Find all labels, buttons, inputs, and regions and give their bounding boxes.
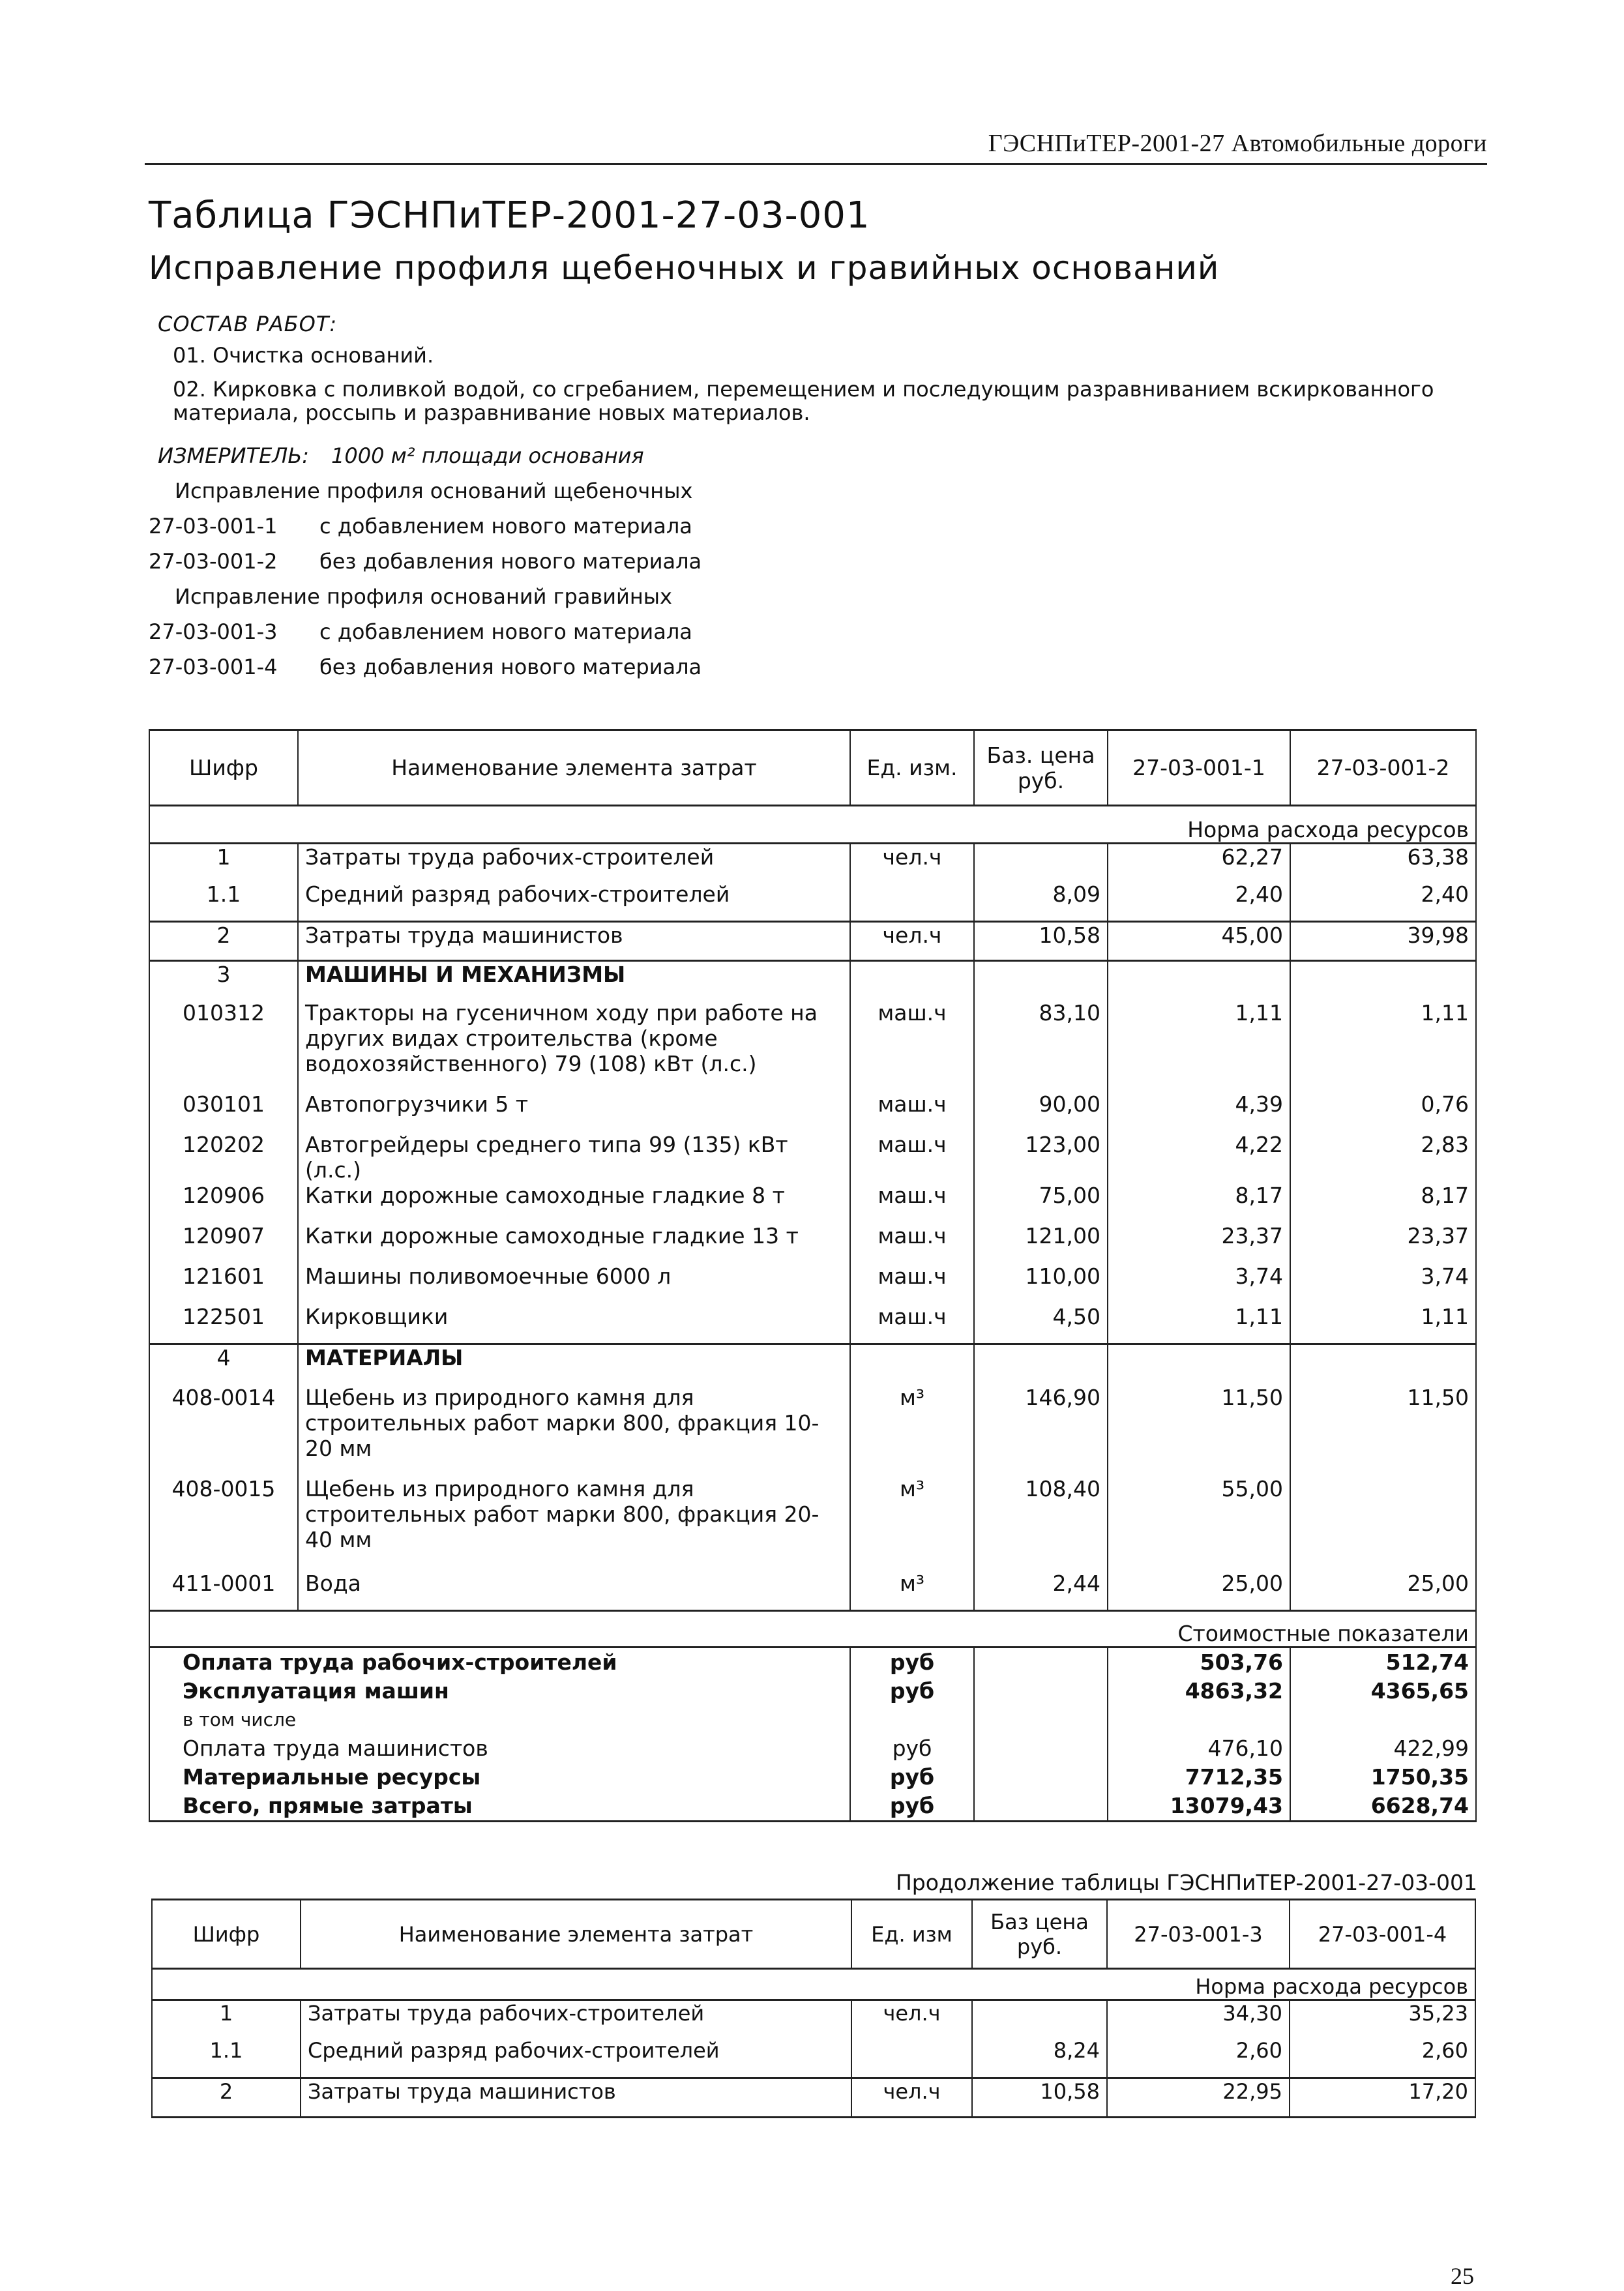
- cell-value: 35,23: [1290, 2000, 1475, 2038]
- header-variant: 27-03-001-4: [1290, 1900, 1475, 1969]
- cost-unit: руб: [850, 1648, 974, 1678]
- cost-label: Оплата труда машинистов: [149, 1734, 850, 1763]
- cell-section-title: МАТЕРИАЛЫ: [298, 1344, 850, 1385]
- work-item: материала, россыпь и разравнивание новых материалов.: [173, 400, 810, 425]
- cost-unit: руб: [850, 1792, 974, 1822]
- variant-group: Исправление профиля оснований щебеночных: [175, 479, 693, 503]
- header-unit: Ед. изм.: [850, 730, 974, 806]
- cell-unit: м³: [850, 1571, 974, 1611]
- cost-label: Материальные ресурсы: [149, 1763, 850, 1792]
- cost-label: Оплата труда рабочих-строителей: [149, 1648, 850, 1678]
- cell-code: 1.1: [152, 2038, 301, 2078]
- cost-label: в том числе: [149, 1706, 850, 1734]
- composition-heading: СОСТАВ РАБОТ:: [158, 312, 338, 336]
- cost-value: 422,99: [1290, 1734, 1476, 1763]
- cell-name: Средний разряд рабочих-строителей: [301, 2038, 851, 2078]
- header-code: Шифр: [149, 730, 298, 806]
- cell-code: 121601: [149, 1264, 298, 1304]
- cell-unit: чел.ч: [851, 2078, 972, 2118]
- cell-value: 2,83: [1290, 1132, 1476, 1183]
- header-price: Баз. цена руб.: [974, 730, 1108, 806]
- cell-value: 4,39: [1108, 1091, 1290, 1132]
- table-name: Исправление профиля щебеночных и гравийных оснований: [149, 249, 1220, 287]
- cell-unit: [851, 2038, 972, 2078]
- cost-value: 13079,43: [1108, 1792, 1290, 1822]
- variant-code: 27-03-001-3: [149, 619, 278, 644]
- cell-code: 120906: [149, 1183, 298, 1223]
- cell-unit: маш.ч: [850, 1183, 974, 1223]
- header-code: Шифр: [152, 1900, 301, 1969]
- cost-value: 4365,65: [1290, 1677, 1476, 1706]
- cell-code: 1.1: [149, 881, 298, 922]
- page-number: 25: [1451, 2263, 1474, 2289]
- cell-value: 39,98: [1290, 922, 1476, 961]
- cell-value: 11,50: [1108, 1385, 1290, 1476]
- variant-desc: с добавлением нового материала: [319, 619, 692, 644]
- cell-price: 146,90: [974, 1385, 1108, 1476]
- cell-price: 121,00: [974, 1223, 1108, 1264]
- cell-name: Затраты труда машинистов: [301, 2078, 851, 2118]
- cell-name: Щебень из природного камня для строительных работ марки 800, фракция 20-40 мм: [298, 1476, 850, 1571]
- cell-value: 63,38: [1290, 844, 1476, 881]
- cell-code: 408-0014: [149, 1385, 298, 1476]
- cell-name: Катки дорожные самоходные гладкие 13 т: [298, 1223, 850, 1264]
- cell-code: 122501: [149, 1304, 298, 1344]
- variant-group: Исправление профиля оснований гравийных: [175, 584, 672, 609]
- cell-value: 25,00: [1108, 1571, 1290, 1611]
- measure-label: ИЗМЕРИТЕЛЬ:: [158, 443, 310, 468]
- cell-price: 123,00: [974, 1132, 1108, 1183]
- header-variant: 27-03-001-2: [1290, 730, 1476, 806]
- running-title: ГЭСНПиТЕР-2001-27 Автомобильные дороги: [988, 130, 1487, 157]
- cell-value: 23,37: [1290, 1223, 1476, 1264]
- cell-name: Средний разряд рабочих-строителей: [298, 881, 850, 922]
- cost-label: Всего, прямые затраты: [149, 1792, 850, 1822]
- cell-value: 8,17: [1108, 1183, 1290, 1223]
- cell-unit: маш.ч: [850, 1304, 974, 1344]
- cell-price: 75,00: [974, 1183, 1108, 1223]
- cell-unit: чел.ч: [850, 844, 974, 881]
- cost-label: Эксплуатация машин: [149, 1677, 850, 1706]
- cell-value: 2,40: [1108, 881, 1290, 922]
- cell-price: 4,50: [974, 1304, 1108, 1344]
- cell-price: 90,00: [974, 1091, 1108, 1132]
- cell-name: Затраты труда рабочих-строителей: [301, 2000, 851, 2038]
- variant-desc: без добавления нового материала: [319, 549, 702, 574]
- header-unit: Ед. изм: [851, 1900, 972, 1969]
- cell-section-title: МАШИНЫ И МЕХАНИЗМЫ: [298, 961, 850, 1000]
- cell-name: Машины поливомоечные 6000 л: [298, 1264, 850, 1304]
- cost-value: 512,74: [1290, 1648, 1476, 1678]
- cell-code: 2: [149, 922, 298, 961]
- cell-code: 030101: [149, 1091, 298, 1132]
- cell-code: 3: [149, 961, 298, 1000]
- cell-value: 34,30: [1107, 2000, 1290, 2038]
- variant-desc: с добавлением нового материала: [319, 514, 692, 539]
- cell-value: 45,00: [1108, 922, 1290, 961]
- cell-value: 3,74: [1108, 1264, 1290, 1304]
- cell-unit: маш.ч: [850, 1000, 974, 1091]
- cell-name: Вода: [298, 1571, 850, 1611]
- cell-value: 62,27: [1108, 844, 1290, 881]
- cost-unit: руб: [850, 1677, 974, 1706]
- cell-value: 1,11: [1108, 1000, 1290, 1091]
- cell-value: [1290, 1476, 1476, 1571]
- cost-value: 6628,74: [1290, 1792, 1476, 1822]
- cell-name: Катки дорожные самоходные гладкие 8 т: [298, 1183, 850, 1223]
- cell-price: 2,44: [974, 1571, 1108, 1611]
- header-price: Баз цена руб.: [972, 1900, 1107, 1969]
- cost-unit: руб: [850, 1763, 974, 1792]
- cell-name: Затраты труда машинистов: [298, 922, 850, 961]
- cell-unit: маш.ч: [850, 1264, 974, 1304]
- cell-price: 110,00: [974, 1264, 1108, 1304]
- cell-price: 108,40: [974, 1476, 1108, 1571]
- table-label: Таблица ГЭСНПиТЕР-2001-27-03-001: [149, 194, 870, 237]
- cell-value: 1,11: [1290, 1304, 1476, 1344]
- cell-value: 23,37: [1108, 1223, 1290, 1264]
- cell-price: 83,10: [974, 1000, 1108, 1091]
- continuation-table: [151, 1899, 1476, 2118]
- continuation-caption: Продолжение таблицы ГЭСНПиТЕР-2001-27-03-001: [895, 1870, 1477, 1895]
- cell-code: 4: [149, 1344, 298, 1385]
- header-name: Наименование элемента затрат: [301, 1900, 851, 1969]
- cell-unit: м³: [850, 1385, 974, 1476]
- section-cost: Стоимостные показатели: [149, 1611, 1476, 1648]
- cell-name: Автогрейдеры среднего типа 99 (135) кВт (л.с.): [298, 1132, 850, 1183]
- header-variant: 27-03-001-3: [1107, 1900, 1290, 1969]
- cell-name: Затраты труда рабочих-строителей: [298, 844, 850, 881]
- cell-value: 8,17: [1290, 1183, 1476, 1223]
- variant-code: 27-03-001-2: [149, 549, 278, 574]
- cell-code: 120907: [149, 1223, 298, 1264]
- variant-desc: без добавления нового материала: [319, 655, 702, 679]
- cost-value: 1750,35: [1290, 1763, 1476, 1792]
- resource-table: [149, 729, 1477, 1822]
- cell-unit: [850, 881, 974, 922]
- cell-unit: маш.ч: [850, 1091, 974, 1132]
- cell-value: 4,22: [1108, 1132, 1290, 1183]
- cell-price: [974, 844, 1108, 881]
- cell-price: [972, 2000, 1107, 2038]
- cell-value: 11,50: [1290, 1385, 1476, 1476]
- cell-value: 55,00: [1108, 1476, 1290, 1571]
- cell-value: 0,76: [1290, 1091, 1476, 1132]
- cell-value: 25,00: [1290, 1571, 1476, 1611]
- cell-name: Щебень из природного камня для строительных работ марки 800, фракция 10-20 мм: [298, 1385, 850, 1476]
- cell-code: 120202: [149, 1132, 298, 1183]
- work-item: 02. Кирковка с поливкой водой, со сгребанием, перемещением и последующим разравниванием вскиркованного: [173, 377, 1434, 402]
- cost-value: 476,10: [1108, 1734, 1290, 1763]
- cell-unit: маш.ч: [850, 1223, 974, 1264]
- cell-value: 17,20: [1290, 2078, 1475, 2118]
- variant-code: 27-03-001-4: [149, 655, 278, 679]
- cell-value: 2,60: [1290, 2038, 1475, 2078]
- cell-value: 22,95: [1107, 2078, 1290, 2118]
- cell-unit: чел.ч: [850, 922, 974, 961]
- cell-code: 408-0015: [149, 1476, 298, 1571]
- section-norm: Норма расхода ресурсов: [149, 806, 1476, 844]
- cell-price: 8,24: [972, 2038, 1107, 2078]
- cost-value: 7712,35: [1108, 1763, 1290, 1792]
- header-variant: 27-03-001-1: [1108, 730, 1290, 806]
- header-rule: [145, 163, 1487, 165]
- cell-name: Тракторы на гусеничном ходу при работе на других видах строительства (кроме водохозяйственного) 79 (108) кВт (л.с.): [298, 1000, 850, 1091]
- cell-price: 10,58: [974, 922, 1108, 961]
- section-norm: Норма расхода ресурсов: [152, 1969, 1475, 2000]
- cell-code: 411-0001: [149, 1571, 298, 1611]
- cell-value: 2,60: [1107, 2038, 1290, 2078]
- cell-name: Автопогрузчики 5 т: [298, 1091, 850, 1132]
- cost-unit: руб: [850, 1734, 974, 1763]
- cell-unit: м³: [850, 1476, 974, 1571]
- cell-value: 1,11: [1290, 1000, 1476, 1091]
- cost-value: 503,76: [1108, 1648, 1290, 1678]
- cell-price: 8,09: [974, 881, 1108, 922]
- cell-value: 1,11: [1108, 1304, 1290, 1344]
- cell-price: 10,58: [972, 2078, 1107, 2118]
- cell-code: 010312: [149, 1000, 298, 1091]
- cell-unit: чел.ч: [851, 2000, 972, 2038]
- cell-code: 1: [152, 2000, 301, 2038]
- cell-value: 2,40: [1290, 881, 1476, 922]
- cell-code: 1: [149, 844, 298, 881]
- work-item: 01. Очистка оснований.: [173, 343, 434, 368]
- cost-value: 4863,32: [1108, 1677, 1290, 1706]
- measure-value: 1000 м² площади основания: [331, 443, 644, 468]
- header-name: Наименование элемента затрат: [298, 730, 850, 806]
- cell-name: Кирковщики: [298, 1304, 850, 1344]
- cell-unit: маш.ч: [850, 1132, 974, 1183]
- variant-code: 27-03-001-1: [149, 514, 278, 539]
- cell-code: 2: [152, 2078, 301, 2118]
- cell-value: 3,74: [1290, 1264, 1476, 1304]
